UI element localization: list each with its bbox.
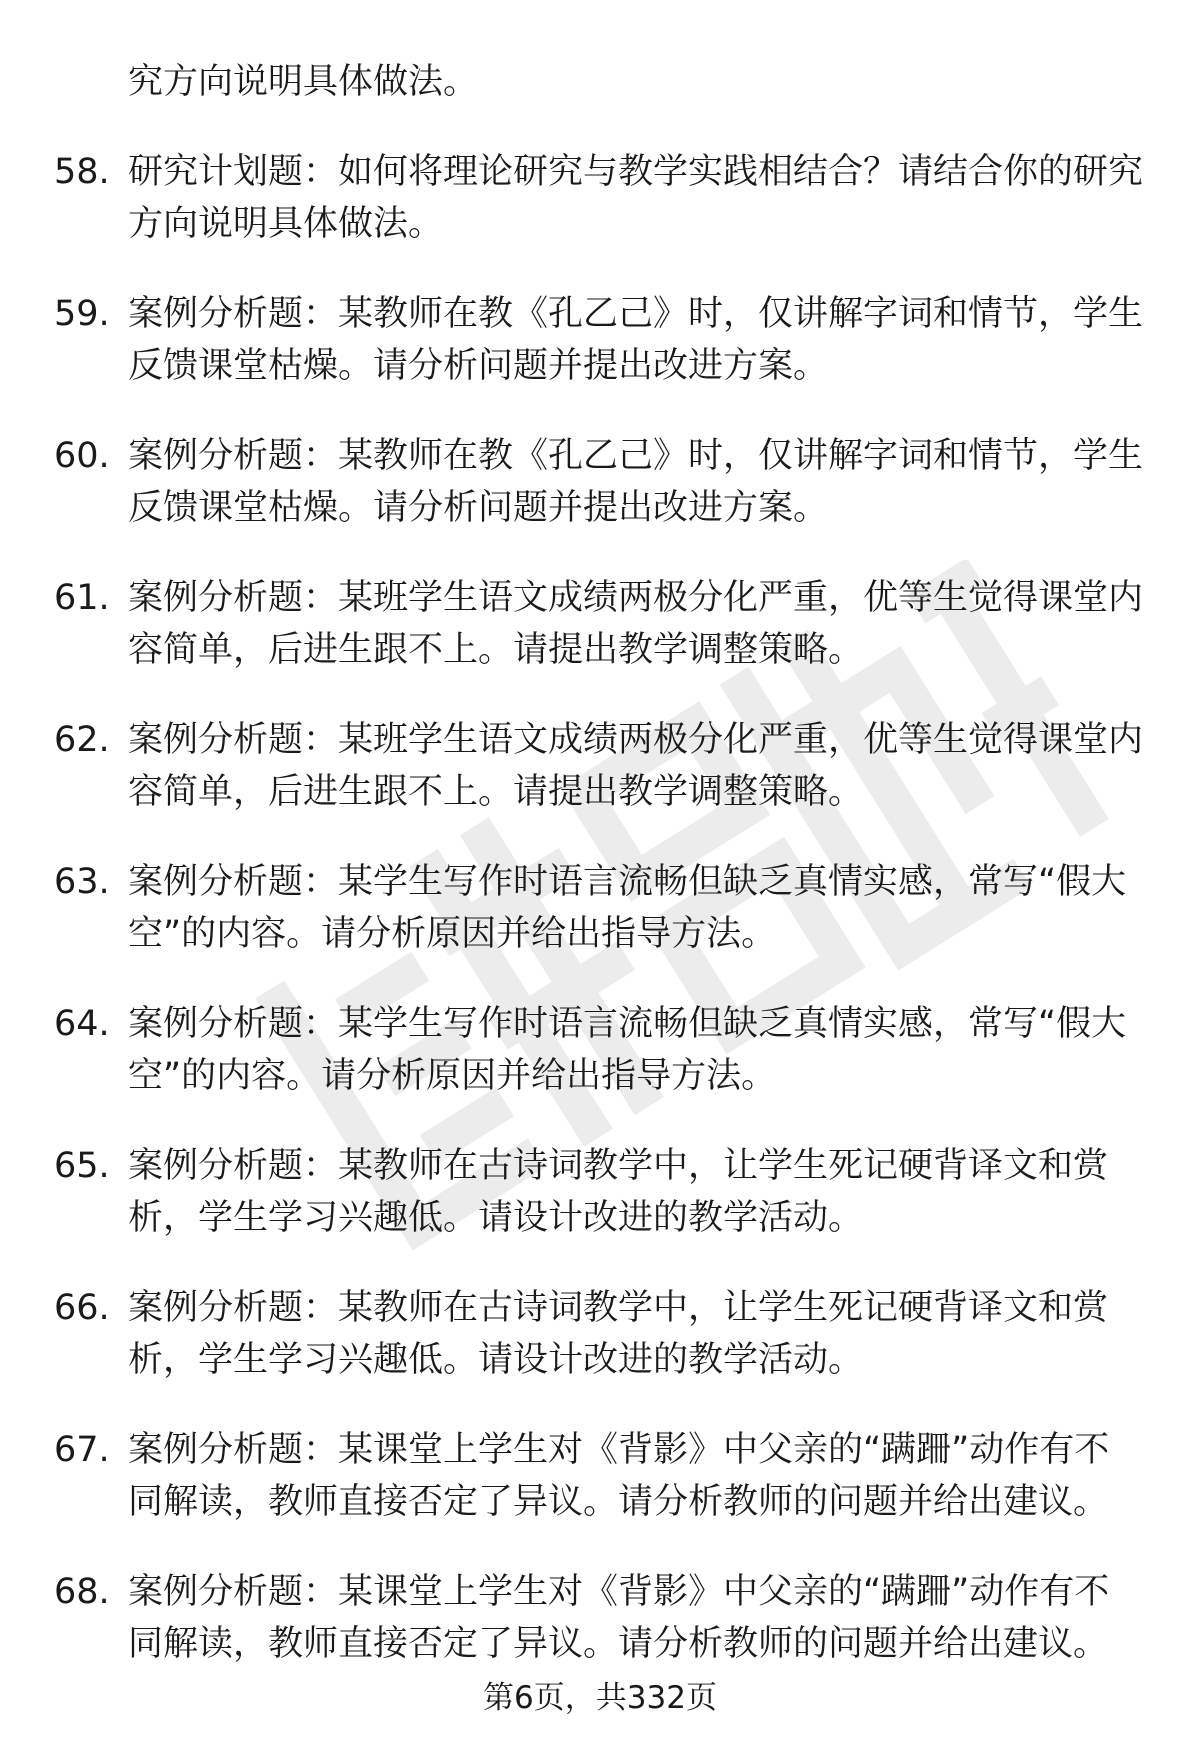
question-text: 案例分析题：某教师在教《孔乙己》时，仅讲解字词和情节，学生反馈课堂枯燥。请分析问题并提出改进方案。 xyxy=(128,294,1144,386)
question-text: 案例分析题：某班学生语文成绩两极分化严重，优等生觉得课堂内容简单，后进生跟不上。请提出教学调整策略。 xyxy=(128,578,1144,670)
question-item xyxy=(54,1282,1144,1386)
question-number: 58. xyxy=(54,152,110,192)
question-item xyxy=(54,856,1144,960)
question-number: 59. xyxy=(54,294,110,334)
page-footer: 第6页，共332页 xyxy=(483,1680,717,1716)
question-text: 案例分析题：某教师在教《孔乙己》时，仅讲解字词和情节，学生反馈课堂枯燥。请分析问题并提出改进方案。 xyxy=(128,436,1144,528)
question-item xyxy=(54,288,1144,392)
question-text: 案例分析题：某课堂上学生对《背影》中父亲的“蹒跚”动作有不同解读，教师直接否定了异议。请分析教师的问题并给出建议。 xyxy=(128,1572,1110,1664)
question-text: 案例分析题：某班学生语文成绩两极分化严重，优等生觉得课堂内容简单，后进生跟不上。请提出教学调整策略。 xyxy=(128,720,1144,812)
question-item xyxy=(54,1424,1144,1528)
question-number: 62. xyxy=(54,720,110,760)
question-number: 63. xyxy=(54,862,110,902)
question-item xyxy=(54,1140,1144,1244)
continuation-text: 究方向说明具体做法。 xyxy=(128,62,479,102)
question-number: 60. xyxy=(54,436,110,476)
question-number: 66. xyxy=(54,1288,110,1328)
question-text: 案例分析题：某学生写作时语言流畅但缺乏真情实感，常写“假大空”的内容。请分析原因并给出指导方法。 xyxy=(128,1004,1127,1096)
question-item xyxy=(54,146,1144,250)
question-number: 67. xyxy=(54,1430,110,1470)
question-item xyxy=(54,1566,1144,1670)
question-number: 65. xyxy=(54,1146,110,1186)
question-number: 64. xyxy=(54,1004,110,1044)
question-text: 案例分析题：某教师在古诗词教学中，让学生死记硬背译文和赏析，学生学习兴趣低。请设计改进的教学活动。 xyxy=(128,1146,1109,1238)
question-item xyxy=(54,430,1144,534)
question-number: 68. xyxy=(54,1572,110,1612)
question-text: 研究计划题：如何将理论研究与教学实践相结合？请结合你的研究方向说明具体做法。 xyxy=(128,152,1144,244)
question-text: 案例分析题：某学生写作时语言流畅但缺乏真情实感，常写“假大空”的内容。请分析原因并给出指导方法。 xyxy=(128,862,1127,954)
question-item xyxy=(54,572,1144,676)
question-list xyxy=(54,56,1144,1708)
question-number: 61. xyxy=(54,578,110,618)
question-item xyxy=(54,714,1144,818)
question-text: 案例分析题：某课堂上学生对《背影》中父亲的“蹒跚”动作有不同解读，教师直接否定了异议。请分析教师的问题并给出建议。 xyxy=(128,1430,1110,1522)
question-item xyxy=(54,998,1144,1102)
question-text: 案例分析题：某教师在古诗词教学中，让学生死记硬背译文和赏析，学生学习兴趣低。请设计改进的教学活动。 xyxy=(128,1288,1109,1380)
